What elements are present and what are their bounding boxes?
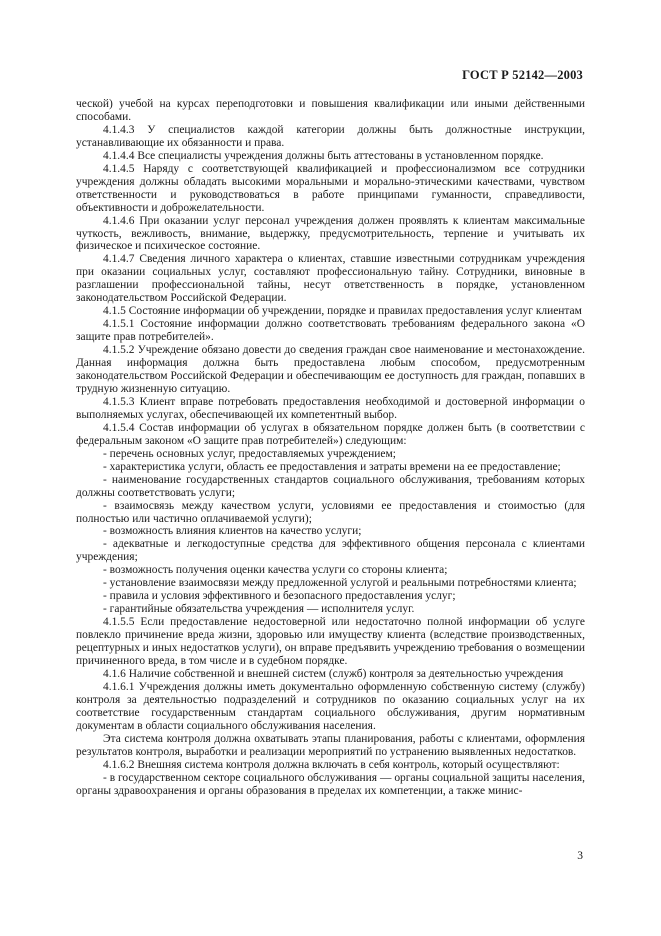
paragraph: 4.1.4.6 При оказании услуг персонал учреждения должен проявлять к клиентам максимальные чуткость, вежливость, внимание, выдержку, предусмотрительность, терпение и учитывать их физическое и психическое состояние. [76, 214, 585, 253]
paragraph: - характеристика услуги, область ее предоставления и затраты времени на ее предоставление; [103, 460, 561, 473]
document-header: ГОСТ Р 52142—2003 [462, 68, 583, 82]
paragraph: - возможность получения оценки качества услуги со стороны клиента; [103, 564, 448, 577]
paragraph: 4.1.5.4 Состав информации об услугах в обязательном порядке должен быть (в соответствии с федеральным законом «О защите прав потребителей») следующим: [76, 421, 585, 447]
paragraph: 4.1.6.1 Учреждения должны иметь документально оформленную собственную систему (службу) контроля за деятельностью подразделений и сотрудников по оказанию социальных услуг на их соответствие государственным стандартам социального обслуживания, другим нормативным документам в области социального обслуживания населения. [76, 680, 585, 732]
paragraph: 4.1.6 Наличие собственной и внешней систем (служб) контроля за деятельностью учреждения [103, 667, 564, 680]
paragraph: - возможность влияния клиентов на качество услуги; [103, 525, 362, 538]
paragraph: - установление взаимосвязи между предложенной услугой и реальными потребностями клиента; [103, 577, 577, 590]
paragraph: 4.1.4.4 Все специалисты учреждения должны быть аттестованы в установленном порядке. [103, 149, 544, 162]
paragraph: 4.1.5.1 Состояние информации должно соответствовать требованиям федерального закона «О защите прав потребителей». [76, 318, 585, 344]
paragraph: Эта система контроля должна охватывать этапы планирования, работы с клиентами, оформления результатов контроля, выработки и реализации мероприятий по устранению выявленных недостатков. [76, 732, 585, 758]
paragraph: - взаимосвязь между качеством услуги, условиями ее предоставления и стоимостью (для полностью или частично оплачиваемой услуги); [76, 499, 585, 525]
paragraph: 4.1.4.5 Наряду с соответствующей квалификацией и профессионализмом все сотрудники учреждения должны обладать высокими моральными и морально-этическими качествами, чувством ответственности и руководствоваться в работе принципами гуманности, справедливости, объективности и доброжелательности. [76, 162, 585, 214]
paragraph: - гарантийные обязательства учреждения — исполнителя услуг. [103, 603, 415, 616]
paragraph: - адекватные и легкодоступные средства для эффективного общения персонала с клиентами учреждения; [76, 538, 585, 564]
paragraph: - перечень основных услуг, предоставляемых учреждением; [103, 447, 396, 460]
paragraph: 4.1.6.2 Внешняя система контроля должна включать в себя контроль, который осуществляют: [103, 758, 560, 771]
paragraph: 4.1.5.2 Учреждение обязано довести до сведения граждан свое наименование и местонахождение. Данная информация должна быть предоставлена любым способом, предусмотренным законодательством Российской Федерации и обеспечивающим ее доступность для граждан, попавших в трудную жизненную ситуацию. [76, 344, 585, 395]
paragraph: - в государственном секторе социального обслуживания — органы социальной защиты населения, органы здравоохранения и органы образования в пределах их компетенции, а также минис- [76, 771, 585, 797]
paragraph: - наименование государственных стандартов социального обслуживания, требованиям которых должны соответствовать услуги; [76, 473, 585, 499]
paragraph: 4.1.5.3 Клиент вправе потребовать предоставления необходимой и достоверной информации о выполняемых услугах, обеспечивающей их компетентный выбор. [76, 395, 585, 421]
paragraph: 4.1.4.3 У специалистов каждой категории должны быть должностные инструкции, устанавливающие их обязанности и права. [76, 123, 585, 149]
paragraph: 4.1.5.5 Если предоставление недостоверной или недостаточно полной информации об услуге повлекло причинение вреда жизни, здоровью или имуществу клиента (вследствие производственных, рецептурных и иных недостатков услуги), он вправе предъявить учреждению требования о возмещении причиненного вреда, в том числе и в судебном порядке. [76, 616, 585, 667]
page-number: 3 [577, 850, 583, 862]
paragraph: ческой) учебой на курсах переподготовки и повышения квалификации или иными действенными способами. [76, 98, 585, 123]
paragraph: 4.1.4.7 Сведения личного характера о клиентах, ставшие известными сотрудникам учреждения при оказании социальных услуг, составляют профессиональную тайну. Сотрудники, виновные в разглашении профессиональной тайны, несут ответственность в порядке, установленном законодательством Российской Федерации. [76, 253, 585, 305]
document-body [76, 98, 585, 797]
paragraph: - правила и условия эффективного и безопасного предоставления услуг; [103, 590, 456, 603]
paragraph: 4.1.5 Состояние информации об учреждении, порядке и правилах предоставления услуг клиентам [103, 305, 582, 318]
